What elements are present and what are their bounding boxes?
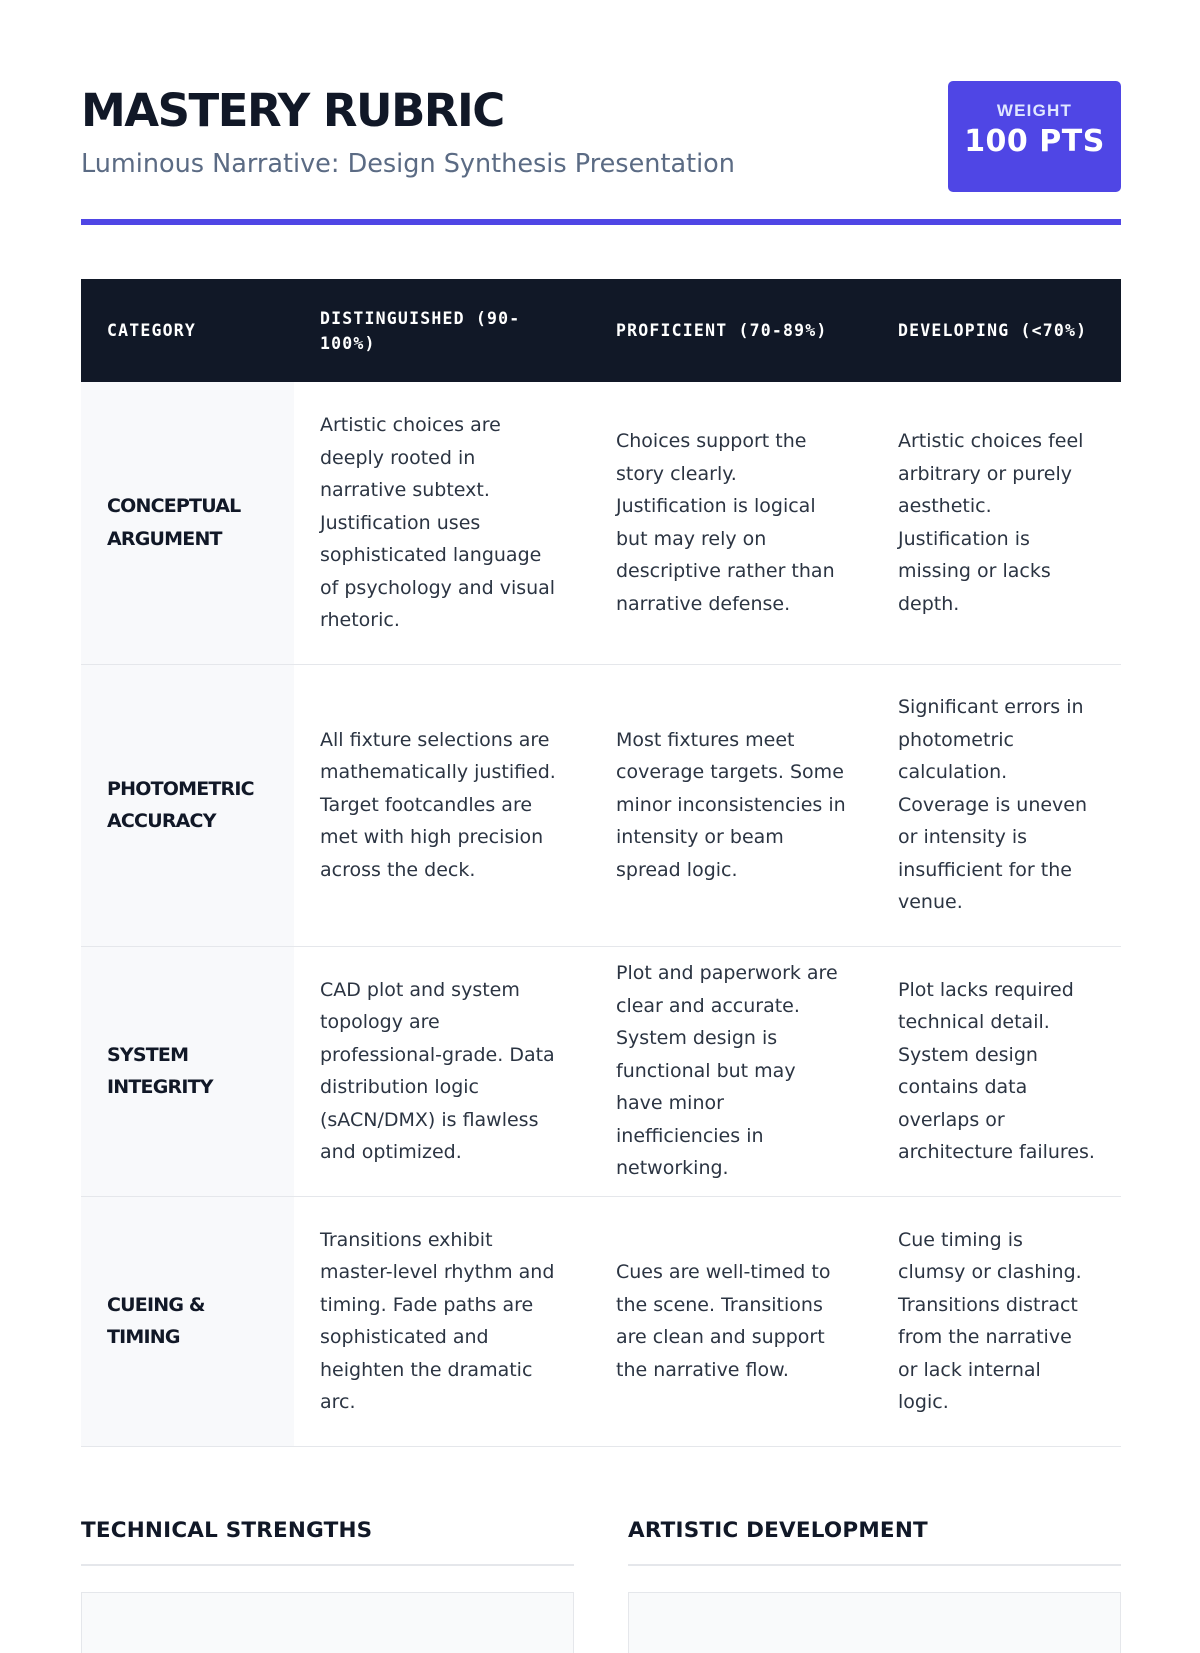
- table-header-row: [81, 279, 1121, 382]
- distinguished-cell: Transitions exhibit master-level rhythm and timing. Fade paths are sophisticated and heighten the dramatic arc.: [294, 1196, 590, 1446]
- category-cell: PHOTOMETRIC ACCURACY: [81, 664, 294, 946]
- section-divider: [81, 1564, 574, 1566]
- artistic-development-section: [628, 1515, 1121, 1653]
- artistic-development-heading: ARTISTIC DEVELOPMENT: [628, 1518, 928, 1543]
- header-divider: [81, 219, 1121, 225]
- proficient-cell: Plot and paperwork are clear and accurate. System design is functional but may have minor inefficiencies in networking.: [590, 946, 872, 1196]
- table-row: [81, 1196, 1121, 1446]
- weight-label: WEIGHT: [996, 101, 1073, 120]
- table-row: [81, 382, 1121, 664]
- table-row: [81, 664, 1121, 946]
- rubric-table: [81, 279, 1121, 1447]
- distinguished-cell: CAD plot and system topology are professional-grade. Data distribution logic (sACN/DMX) is flawless and optimized.: [294, 946, 590, 1196]
- proficient-cell: Most fixtures meet coverage targets. Some minor inconsistencies in intensity or beam spread logic.: [590, 664, 872, 946]
- distinguished-cell: All fixture selections are mathematically justified. Target footcandles are met with high precision across the deck.: [294, 664, 590, 946]
- rubric-page: [81, 0, 1121, 1543]
- weight-value: 100 PTS: [964, 124, 1105, 159]
- developing-cell: Artistic choices feel arbitrary or purely aesthetic. Justification is missing or lacks depth.: [872, 382, 1121, 664]
- proficient-cell: Choices support the story clearly. Justification is logical but may rely on descriptive rather than narrative defense.: [590, 382, 872, 664]
- artistic-development-card: [628, 1592, 1121, 1653]
- distinguished-cell: Artistic choices are deeply rooted in narrative subtext. Justification uses sophisticated language of psychology and visual rhetoric.: [294, 382, 590, 664]
- header: [81, 0, 1121, 227]
- page-subtitle: Luminous Narrative: Design Synthesis Presentation: [81, 149, 735, 179]
- column-header-proficient: PROFICIENT (70-89%): [616, 321, 828, 340]
- technical-strengths-heading: TECHNICAL STRENGTHS: [81, 1518, 373, 1543]
- developing-cell: Cue timing is clumsy or clashing. Transitions distract from the narrative or lack internal logic.: [872, 1196, 1121, 1446]
- category-cell: CONCEPTUAL ARGUMENT: [81, 382, 294, 664]
- page-title: MASTERY RUBRIC: [81, 84, 504, 137]
- technical-strengths-card: [81, 1592, 574, 1653]
- developing-cell: Significant errors in photometric calculation. Coverage is uneven or intensity is insufficient for the venue.: [872, 664, 1121, 946]
- weight-badge: [948, 81, 1121, 192]
- developing-cell: Plot lacks required technical detail. System design contains data overlaps or architecture failures.: [872, 946, 1121, 1196]
- table-row: [81, 946, 1121, 1196]
- column-header-distinguished: DISTINGUISHED (90-100%): [320, 308, 521, 353]
- proficient-cell: Cues are well-timed to the scene. Transitions are clean and support the narrative flow.: [590, 1196, 872, 1446]
- technical-strengths-section: [81, 1515, 574, 1653]
- category-cell: CUEING & TIMING: [81, 1196, 294, 1446]
- column-header-developing: DEVELOPING (<70%): [898, 321, 1088, 340]
- section-divider: [628, 1564, 1121, 1566]
- category-cell: SYSTEM INTEGRITY: [81, 946, 294, 1196]
- column-header-category: CATEGORY: [107, 321, 197, 340]
